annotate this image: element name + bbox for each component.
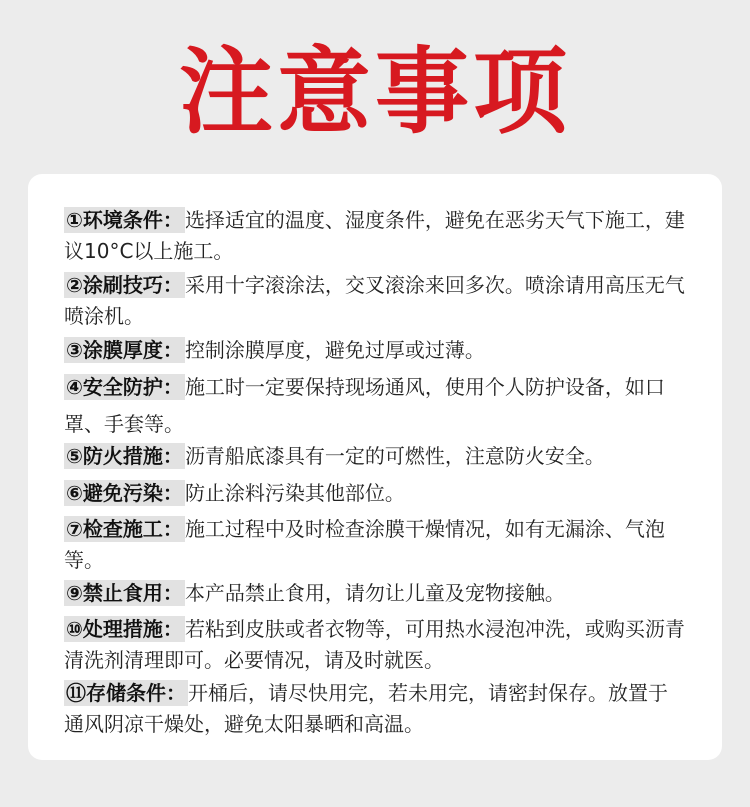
- list-item: [64, 678, 686, 740]
- item-label: ⑥避免污染：: [66, 481, 183, 505]
- list-item: [64, 369, 686, 443]
- item-text: 施工时一定要保持现场通风，使用个人防护设备，如口罩、手套等。: [64, 375, 665, 436]
- item-text: 开桶后，请尽快用完，若未用完，请密封保存。放置于通风阴凉干燥处，避免太阳暴晒和高温。: [64, 681, 668, 736]
- item-label: ⑤防火措施：: [66, 444, 183, 468]
- list-item: [64, 335, 686, 366]
- list-item: [64, 270, 686, 332]
- item-label: ①环境条件：: [66, 208, 183, 232]
- list-item: [64, 514, 686, 576]
- item-label: ②涂刷技巧：: [66, 273, 183, 297]
- item-label: ③涂膜厚度：: [66, 338, 183, 362]
- item-text: 若粘到皮肤或者衣物等，可用热水浸泡冲洗，或购买沥青清洗剂清理即可。必要情况，请及时就医。: [64, 617, 685, 672]
- list-item: [64, 478, 686, 509]
- item-text: 沥青船底漆具有一定的可燃性，注意防火安全。: [184, 444, 605, 468]
- item-label: ⑦检查施工：: [66, 517, 183, 541]
- item-label: ④安全防护：: [66, 375, 183, 399]
- item-text: 施工过程中及时检查涂膜干燥情况，如有无漏涂、气泡等。: [64, 517, 665, 572]
- page-title: 注意事项: [178, 38, 571, 147]
- item-label: ⑨禁止食用：: [66, 581, 183, 605]
- item-text: 本产品禁止食用，请勿让儿童及宠物接触。: [184, 581, 565, 605]
- notes-card: [28, 174, 722, 760]
- list-item: [64, 441, 686, 472]
- item-text: 采用十字滚涂法，交叉滚涂来回多次。喷涂请用高压无气喷涂机。: [64, 273, 685, 328]
- list-item: [64, 205, 686, 267]
- list-item: [64, 578, 686, 609]
- item-text: 防止涂料污染其他部位。: [184, 481, 405, 505]
- item-text: 控制涂膜厚度，避免过厚或过薄。: [184, 338, 485, 362]
- item-label: ⑪存储条件：: [66, 681, 186, 705]
- list-item: [64, 614, 686, 676]
- item-text: 选择适宜的温度、湿度条件，避免在恶劣天气下施工，建议10°C以上施工。: [64, 208, 685, 263]
- item-label: ⑩处理措施：: [66, 617, 183, 641]
